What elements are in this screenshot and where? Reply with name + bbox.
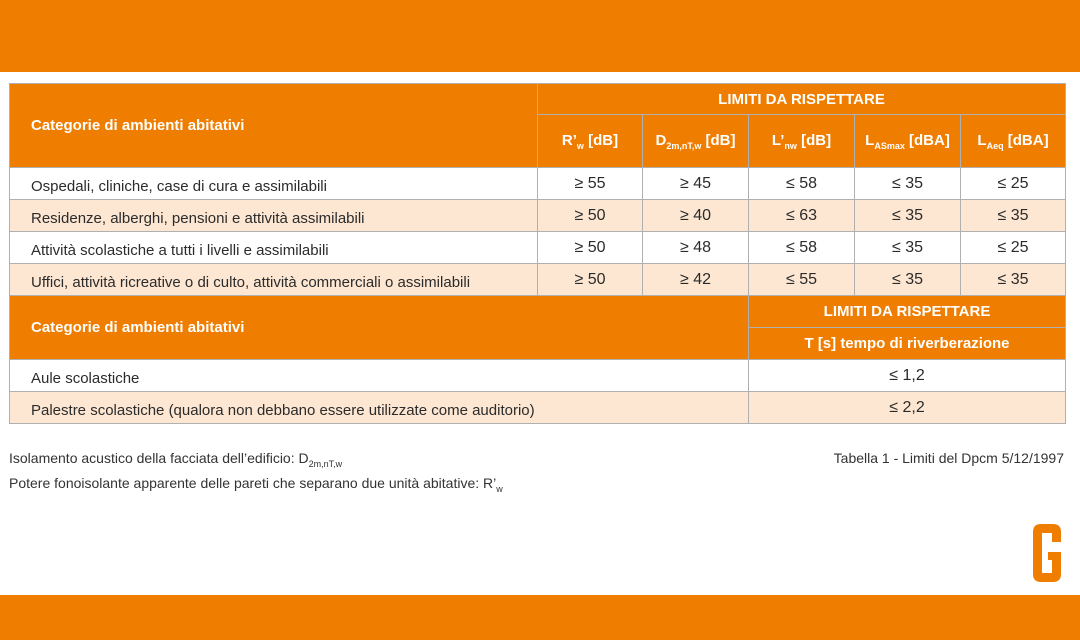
- cell-value: ≥ 55: [538, 168, 643, 200]
- cell-value: ≤ 35: [855, 200, 961, 232]
- table-row: [10, 264, 1066, 296]
- cell-value: ≤ 58: [749, 232, 855, 264]
- cell-value: ≤ 1,2: [749, 360, 1066, 392]
- cell-value: ≤ 25: [961, 232, 1066, 264]
- table2-limits-header: LIMITI DA RISPETTARE: [749, 296, 1066, 328]
- cell-value: ≤ 58: [749, 168, 855, 200]
- row-category: Uffici, attività ricreative o di culto, attività commerciali o assimilabili: [10, 264, 538, 296]
- col-header-lasmax: $L_{ASmax}$ [dBA]: [855, 115, 961, 168]
- cell-value: ≤ 25: [961, 168, 1066, 200]
- col-header-d2m: $D_{2m,nT,w}$ [dB]: [643, 115, 749, 168]
- table-row: [10, 200, 1066, 232]
- table2-reverberation-header: T [s] tempo di riverberazione: [749, 328, 1066, 360]
- row-category: Attività scolastiche a tutti i livelli e assimilabili: [10, 232, 538, 264]
- top-orange-band: [0, 0, 1080, 72]
- table-row: [10, 232, 1066, 264]
- cell-value: ≥ 40: [643, 200, 749, 232]
- col-header-lnw: $L’_{nw}$ [dB]: [749, 115, 855, 168]
- note-facade-insulation: Isolamento acustico della facciata dell’edificio: $D_{2m,nT,w}$: [9, 450, 343, 469]
- table-caption: Tabella 1 - Limiti del Dpcm 5/12/1997: [833, 450, 1064, 466]
- cell-value: ≥ 50: [538, 264, 643, 296]
- cell-value: ≤ 35: [961, 200, 1066, 232]
- bottom-orange-band: [0, 595, 1080, 640]
- cell-value: ≥ 42: [643, 264, 749, 296]
- note-wall-insulation: Potere fonoisolante apparente delle pareti che separano due unità abitative: $R’_w$: [9, 475, 503, 494]
- table-row: [10, 392, 1066, 424]
- table1-category-header: Categorie di ambienti abitativi: [10, 84, 538, 168]
- row-category: Palestre scolastiche (qualora non debbano essere utilizzate come auditorio): [10, 392, 749, 424]
- cell-value: ≤ 35: [855, 232, 961, 264]
- cell-value: ≥ 50: [538, 232, 643, 264]
- cell-value: ≤ 35: [855, 264, 961, 296]
- g-logo-icon: [1031, 522, 1063, 584]
- cell-value: ≤ 35: [961, 264, 1066, 296]
- cell-value: ≤ 2,2: [749, 392, 1066, 424]
- table2-category-header: Categorie di ambienti abitativi: [10, 296, 749, 360]
- cell-value: ≤ 63: [749, 200, 855, 232]
- col-header-rw: $R’_w$ [dB]: [538, 115, 643, 168]
- cell-value: ≤ 55: [749, 264, 855, 296]
- row-category: Aule scolastiche: [10, 360, 749, 392]
- row-category: Residenze, alberghi, pensioni e attività assimilabili: [10, 200, 538, 232]
- cell-value: ≥ 48: [643, 232, 749, 264]
- row-category: Ospedali, cliniche, case di cura e assimilabili: [10, 168, 538, 200]
- col-header-laeq: $L_{Aeq}$ [dBA]: [961, 115, 1066, 168]
- table-row: [10, 360, 1066, 392]
- cell-value: ≥ 45: [643, 168, 749, 200]
- limits-table: [9, 83, 1066, 424]
- cell-value: ≥ 50: [538, 200, 643, 232]
- cell-value: ≤ 35: [855, 168, 961, 200]
- table-row: [10, 168, 1066, 200]
- table1-limits-header: LIMITI DA RISPETTARE: [538, 84, 1066, 115]
